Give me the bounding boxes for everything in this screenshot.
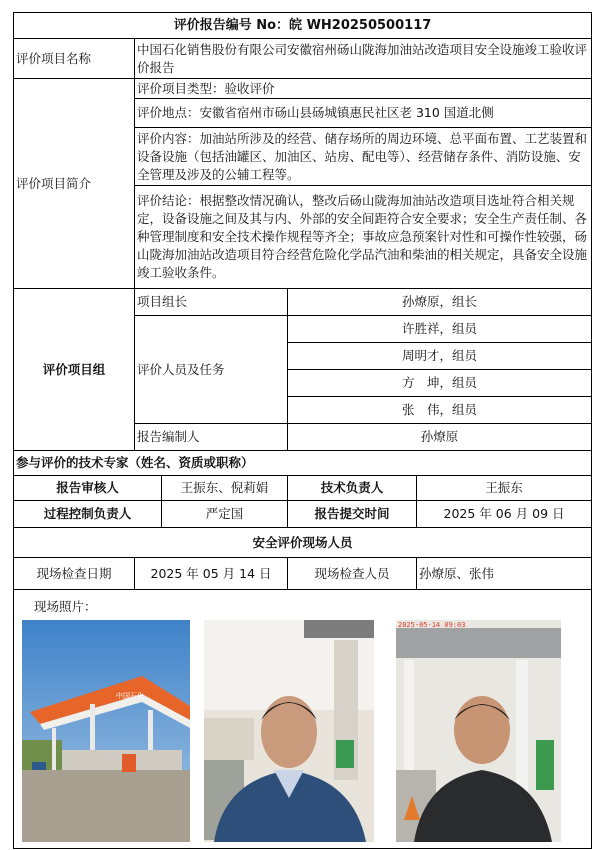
leader-label: 项目组长 xyxy=(135,289,288,316)
tech-lead-value: 王振东 xyxy=(417,476,592,501)
inspectors-value: 孙燎原、张伟 xyxy=(417,558,592,590)
member-row: 许胜祥，组员 xyxy=(288,316,592,343)
experts-header: 参与评价的技术专家（姓名、资质或职称） xyxy=(14,451,592,476)
photo-timestamp: 2025-05-14 09:03 xyxy=(398,621,466,629)
leader-value: 孙燎原，组长 xyxy=(288,289,592,316)
photos-label: 现场照片： xyxy=(34,599,97,614)
submit-date: 2025 年 06 月 09 日 xyxy=(417,501,592,528)
inspect-date: 2025 年 05 月 14 日 xyxy=(135,558,288,590)
intro-location: 评价地点：安徽省宿州市砀山县砀城镇惠民社区老 310 国道北侧 xyxy=(135,99,592,128)
submit-label: 报告提交时间 xyxy=(288,501,417,528)
station-photo xyxy=(22,620,190,842)
reviewer-value: 王振东、倪莉娟 xyxy=(162,476,288,501)
inspector-selfie-2 xyxy=(396,620,561,842)
group-label: 评价项目组 xyxy=(14,289,135,451)
reviewer-label: 报告审核人 xyxy=(14,476,162,501)
member-row: 周明才，组员 xyxy=(288,343,592,370)
inspectors-label: 现场检查人员 xyxy=(288,558,417,590)
inspector-selfie-1 xyxy=(204,620,374,842)
photo-strip xyxy=(22,620,583,842)
members-label: 评价人员及任务 xyxy=(135,316,288,424)
tech-lead-label: 技术负责人 xyxy=(288,476,417,501)
intro-conclusion: 评价结论：根据整改情况确认，整改后砀山陇海加油站改造项目选址符合相关规定，设备设施之间及其与内、外部的安全间距符合安全要求；安全生产责任制、各种管理制度和安全技术操作规程等齐全；事故应急预案针对性和可操作性较强，砀山陇海加油站改造项目符合经营危险化学品汽油和柴油的相关规定，具备安全设施竣工验收条件。 xyxy=(135,186,592,289)
process-value: 严定国 xyxy=(162,501,288,528)
project-name-label: 评价项目名称 xyxy=(14,39,135,79)
editor-value: 孙燎原 xyxy=(288,424,592,451)
member-row: 方 坤，组员 xyxy=(288,370,592,397)
project-name: 中国石化销售股份有限公司安徽宿州砀山陇海加油站改造项目安全设施竣工验收评价报告 xyxy=(135,39,592,79)
intro-label: 评价项目简介 xyxy=(14,79,135,289)
member-row: 张 伟，组员 xyxy=(288,397,592,424)
report-table xyxy=(13,12,592,849)
intro-content: 评价内容：加油站所涉及的经营、储存场所的周边环境、总平面布置、工艺装置和设备设施（包括油罐区、加油区、站房、配电等）、经营储存条件、消防设施、安全管理及涉及的公辅工程等。 xyxy=(135,128,592,186)
brand-sign: 中国石化 xyxy=(116,692,144,700)
intro-type: 评价项目类型：验收评价 xyxy=(135,79,592,99)
inspect-date-label: 现场检查日期 xyxy=(14,558,135,590)
photos-section xyxy=(14,590,592,849)
editor-label: 报告编制人 xyxy=(135,424,288,451)
onsite-header: 安全评价现场人员 xyxy=(14,528,592,558)
process-label: 过程控制负责人 xyxy=(14,501,162,528)
report-number: 评价报告编号 No：皖 WH20250500117 xyxy=(14,13,592,39)
